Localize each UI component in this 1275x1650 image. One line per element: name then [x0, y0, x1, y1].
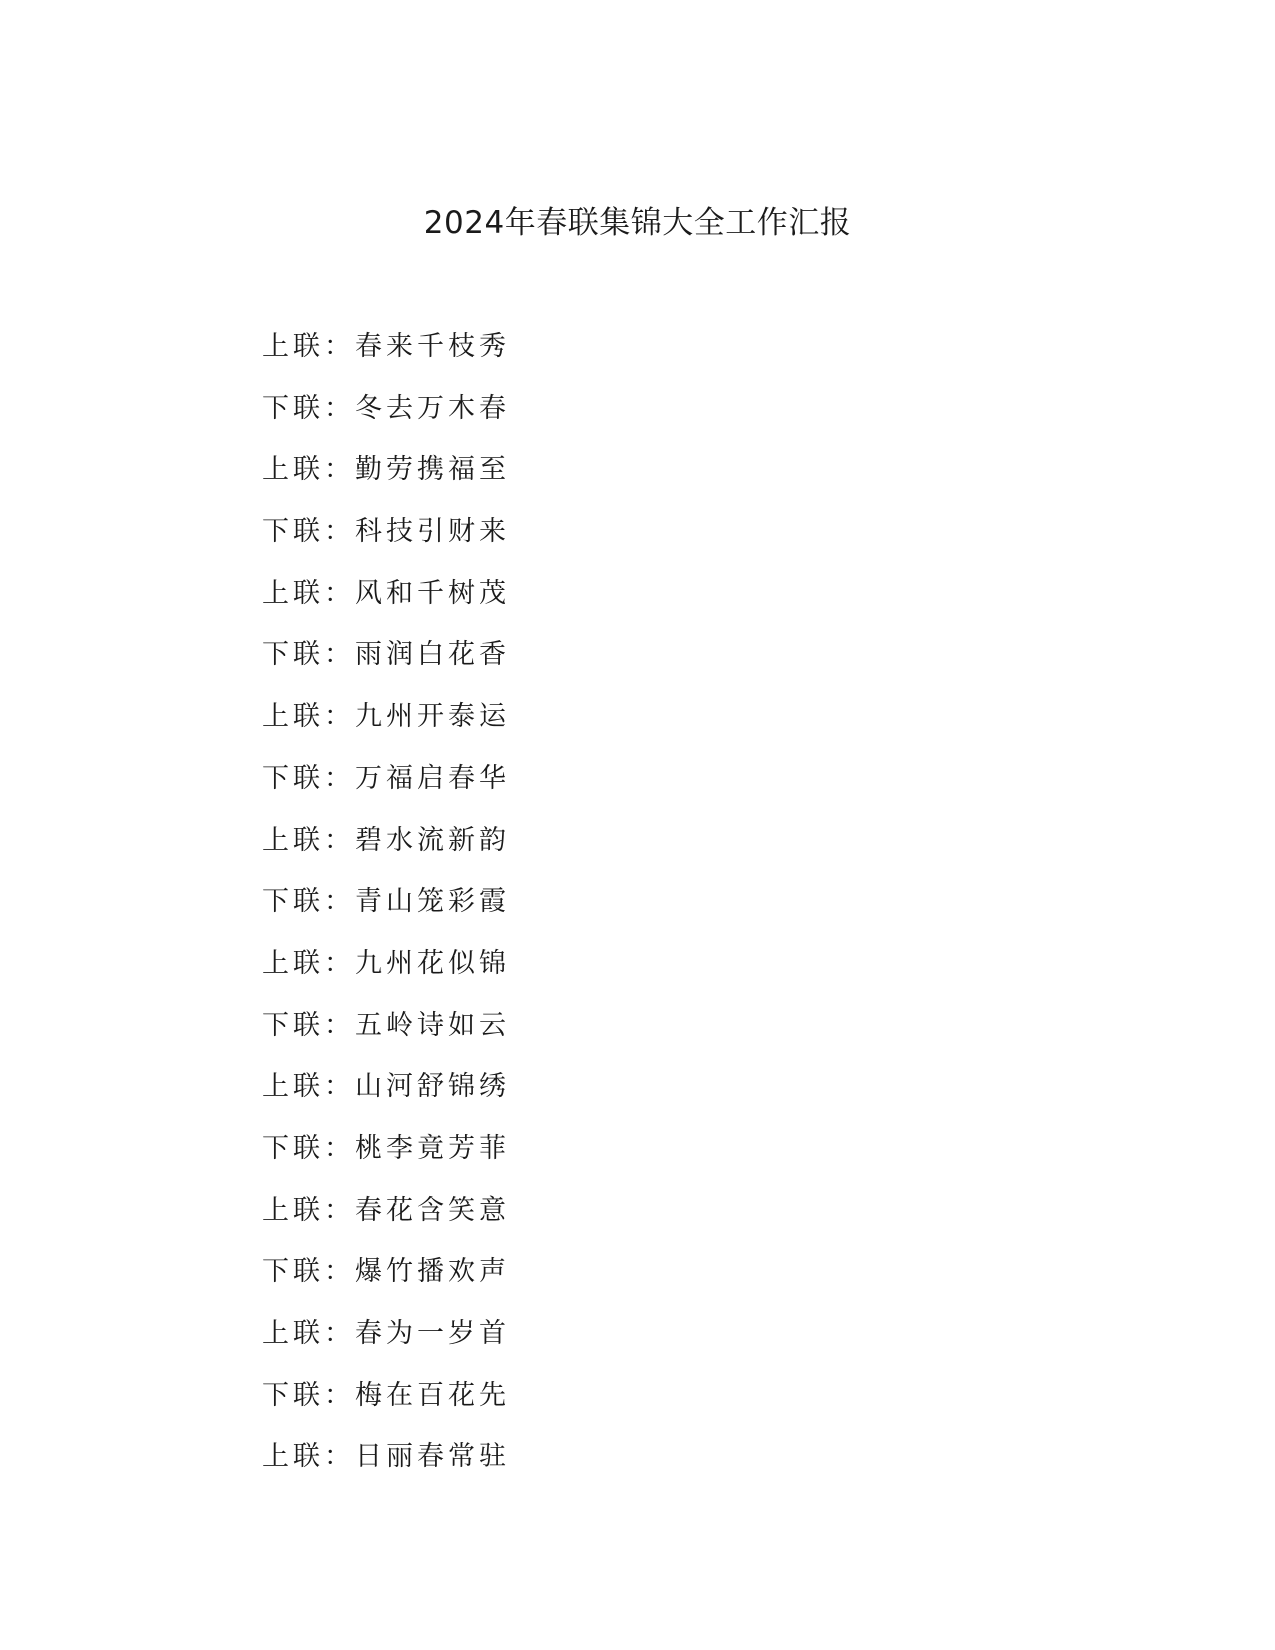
couplet-line: 下联：爆竹播欢声	[262, 1256, 510, 1288]
couplet-line: 上联：春来千枝秀	[262, 331, 510, 362]
couplet-line: 下联：桃李竟芳菲	[262, 1132, 510, 1164]
couplet-line: 下联：雨润白花香	[262, 639, 510, 671]
couplet-line: 下联：科技引财来	[262, 516, 510, 548]
couplet-line: 上联：日丽春常驻	[262, 1441, 510, 1473]
couplet-line: 上联：春花含笑意	[262, 1194, 510, 1226]
couplet-line: 下联：青山笼彩霞	[262, 886, 510, 918]
couplet-line: 上联：风和千树茂	[262, 577, 510, 609]
document-title: 2024年春联集锦大全工作汇报	[423, 205, 852, 241]
couplet-line: 上联：碧水流新韵	[262, 824, 510, 856]
couplet-list	[262, 331, 510, 1503]
couplet-line: 下联：梅在百花先	[262, 1379, 510, 1411]
couplet-line: 下联：冬去万木春	[262, 392, 510, 424]
couplet-line: 上联：春为一岁首	[262, 1318, 510, 1349]
couplet-line: 上联：山河舒锦绣	[262, 1071, 510, 1103]
couplet-line: 上联：九州花似锦	[262, 947, 510, 979]
couplet-line: 上联：勤劳携福至	[262, 454, 510, 486]
couplet-line: 下联：万福启春华	[262, 762, 510, 794]
couplet-line: 下联：五岭诗如云	[262, 1009, 510, 1041]
couplet-line: 上联：九州开泰运	[262, 701, 510, 733]
